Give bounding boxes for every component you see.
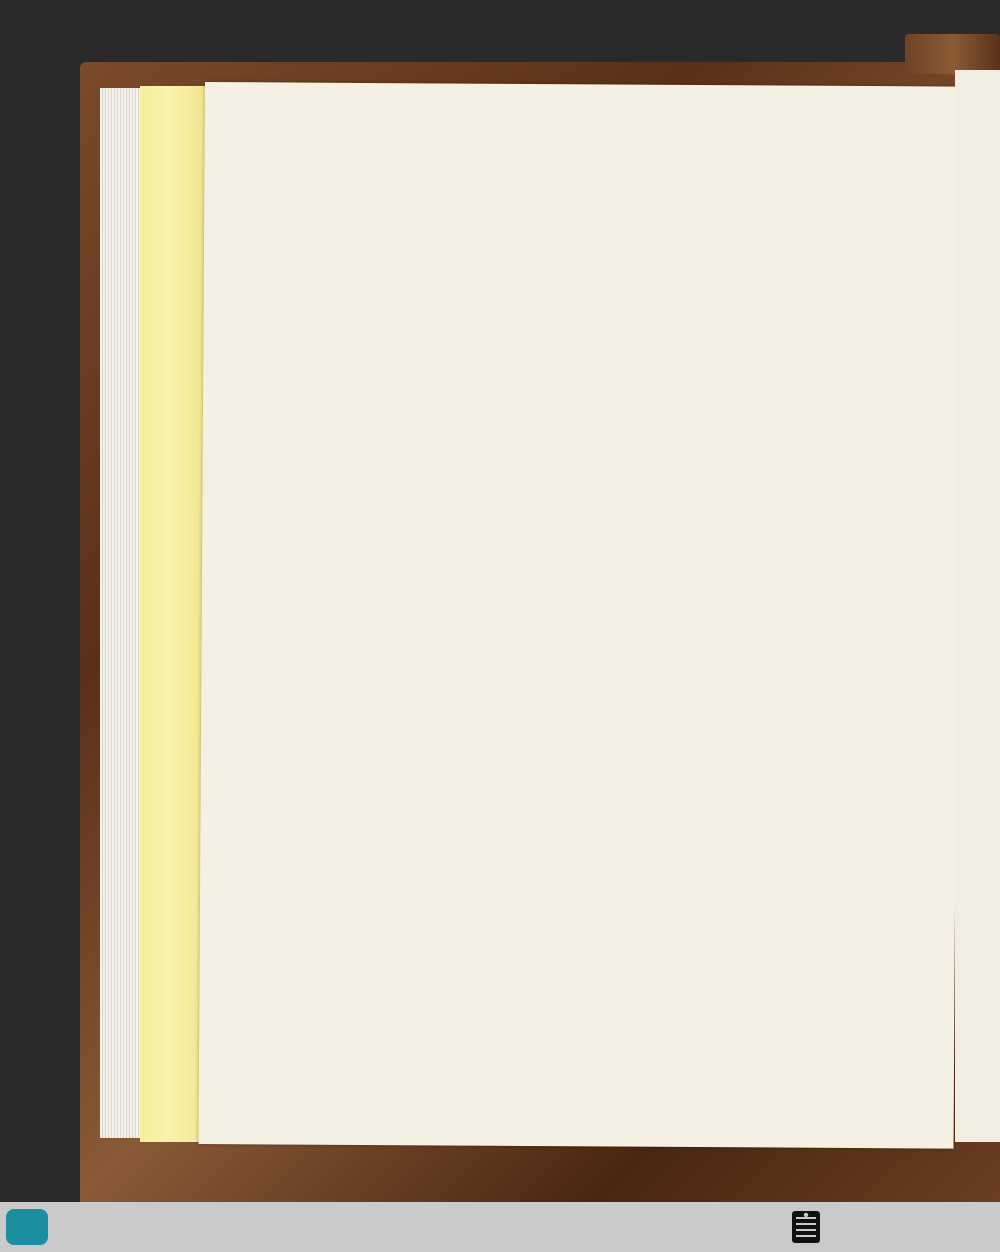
antrag-line: [270, 194, 950, 198]
text-line: [270, 194, 950, 198]
text-line: [270, 194, 950, 198]
text-line: [270, 194, 950, 198]
page-text: [270, 154, 950, 198]
text-line: [270, 194, 950, 198]
baden-wuerttemberg-emblem-icon[interactable]: [790, 1209, 822, 1245]
petition-heading: [222, 164, 950, 190]
text-line: [270, 194, 950, 198]
principle-b-cont: [271, 154, 951, 158]
text-line: [270, 194, 950, 198]
text-line: [271, 154, 951, 158]
text-line: [271, 154, 951, 158]
text-line: [270, 194, 950, 198]
antrag-line: [270, 194, 950, 198]
antrag-line: [270, 194, 950, 198]
text-line: [270, 194, 950, 198]
text-line: [270, 194, 950, 198]
text-line: [270, 194, 950, 198]
kommission-heading: [270, 194, 950, 198]
text-line: [271, 154, 951, 158]
text-line: [270, 194, 950, 198]
text-line: [270, 194, 950, 198]
text-line: [270, 194, 950, 198]
antrag-line: [270, 194, 950, 198]
principle-b: [271, 154, 951, 158]
regierung-heading: [270, 194, 950, 198]
book-cover-corner: [905, 34, 1000, 74]
text-line: [270, 194, 950, 198]
left-page: [199, 82, 960, 1149]
text-line: [270, 194, 950, 198]
blb-logo[interactable]: [6, 1209, 48, 1245]
antrag-line: [270, 194, 950, 198]
text-line: [270, 194, 950, 198]
principle-a: [271, 154, 951, 158]
text-line: [271, 154, 951, 158]
footer-bar: [0, 1202, 1000, 1252]
right-page-edge: [955, 70, 1000, 1142]
text-line: [271, 154, 951, 158]
